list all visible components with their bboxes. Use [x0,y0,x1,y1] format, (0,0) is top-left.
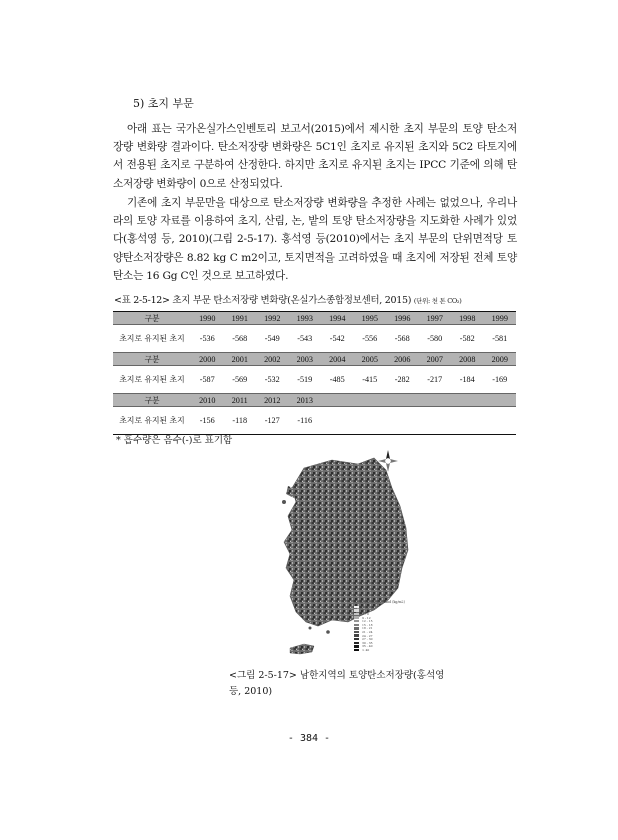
year-cell: 1999 [484,312,517,325]
page-number: - 384 - [287,733,331,744]
year-cell: 1996 [386,312,419,325]
legend-label: 24 - 27 [362,633,373,638]
header-label-cell: 구분 [113,312,191,325]
section-heading: 5) 초지 부문 [133,97,194,110]
value-cell: -156 [191,407,224,435]
row-label-cell: 초지로 유지된 초지 [113,325,191,353]
table-body [113,312,516,435]
value-cell [484,407,517,435]
year-cell: 2003 [289,353,322,366]
year-cell [451,394,484,407]
value-cell: -116 [289,407,322,435]
year-cell: 1997 [419,312,452,325]
legend-swatch [354,627,359,629]
value-cell: -415 [354,366,387,394]
year-cell: 2001 [224,353,257,366]
value-cell: -587 [191,366,224,394]
legend-swatch [354,613,359,615]
value-cell [451,407,484,435]
year-header-row [113,312,516,325]
value-cell: -184 [451,366,484,394]
paragraph-2: 기존에 초지 부문만을 대상으로 탄소저장량 변화량을 추정한 사례는 없었으나, 우리나라의 토양 자료를 이용하여 초지, 산림, 논, 밭의 토양 탄소저장량을 지도화한 사례가 있었다(홍석영 등, 2010)(그림 2-5-17). 홍석영 등(2010)에서는 초지 부문의 단위면적당 토양탄소저장량은 8.82 kg C m2이고, 토지면적을 고려하였을 때 초지에 저장된 전체 토양탄소는 16 Gg C인 것으로 보고하였다. [113,197,517,282]
value-cell: -532 [256,366,289,394]
value-cell: -581 [484,325,517,353]
table-caption [114,292,461,306]
value-cell: -519 [289,366,322,394]
legend-label: 6 - 9 [362,611,369,616]
year-header-row [113,394,516,407]
legend-label: 21 - 24 [362,629,373,634]
year-cell: 2006 [386,353,419,366]
legend-label: 35 - 40 [362,644,373,649]
row-label-cell: 초지로 유지된 초지 [113,407,191,435]
table-note: * 흡수량은 음수(-)로 표기함 [116,435,233,446]
table-caption-text: <표 2-5-12> 초지 부문 탄소저장량 변화량(온실가스종합정보센터, 2015) [114,295,412,306]
year-cell [484,394,517,407]
year-cell [354,394,387,407]
year-cell: 1992 [256,312,289,325]
legend-swatch [354,649,359,651]
value-cell [386,407,419,435]
map-legend [354,600,424,664]
value-cell: -536 [191,325,224,353]
value-cell: -568 [224,325,257,353]
legend-swatch [354,620,359,622]
value-cell: -217 [419,366,452,394]
legend-swatch [354,624,359,626]
year-cell: 1991 [224,312,257,325]
legend-item [354,648,424,652]
year-cell: 2013 [289,394,322,407]
year-cell: 2000 [191,353,224,366]
legend-swatch [354,634,359,636]
year-cell: 1990 [191,312,224,325]
paragraph-1: 아래 표는 국가온실가스인벤토리 보고서(2015)에서 제시한 초지 부문의 토양 탄소저장량 변화량 결과이다. 탄소저장량 변화량은 5C1인 초지로 유지된 초지와 5C2 타토지에서 전용된 초지로 구분하여 산정한다. 하지만 초지로 유지된 초지는 IPCC 기준에 의해 탄소저장량 변화량이 0으로 산정되었다. [113,123,517,190]
header-label-cell: 구분 [113,394,191,407]
value-cell: -549 [256,325,289,353]
year-cell: 2007 [419,353,452,366]
value-cell: -569 [224,366,257,394]
legend-swatch [354,645,359,647]
value-cell: -282 [386,366,419,394]
year-cell [419,394,452,407]
value-row [113,407,516,435]
year-cell: 2005 [354,353,387,366]
legend-swatch [354,642,359,644]
carbon-change-table [113,311,516,435]
figure-caption: <그림 2-5-17> 남한지역의 토양탄소저장량(홍석영 등, 2010) [229,670,445,697]
year-header-row [113,353,516,366]
value-cell: -582 [451,325,484,353]
year-cell: 1994 [321,312,354,325]
value-cell: -118 [224,407,257,435]
year-cell: 2004 [321,353,354,366]
legend-label: 12 - 15 [362,619,373,624]
legend-swatch [354,631,359,633]
legend-label: 3 - 6 [362,608,369,613]
year-cell: 2002 [256,353,289,366]
value-cell: -169 [484,366,517,394]
legend-swatch [354,606,359,608]
year-cell: 2010 [191,394,224,407]
value-cell: -568 [386,325,419,353]
value-cell: -580 [419,325,452,353]
year-cell: 1993 [289,312,322,325]
legend-label: > 40 [362,647,370,652]
legend-label: 30 - 35 [362,640,373,645]
legend-label: 9 - 12 [362,615,371,620]
north-arrow-icon [376,448,400,474]
legend-label: 15 - 18 [362,622,373,627]
legend-title: Carbon storage of land (kg/m2) [354,600,405,604]
value-cell: -556 [354,325,387,353]
value-cell [419,407,452,435]
value-cell [321,407,354,435]
legend-label: 0 - 3 [362,604,369,609]
year-cell: 1998 [451,312,484,325]
value-row [113,325,516,353]
table-unit: (단위: 천 톤 CO₂) [413,297,462,305]
year-cell [321,394,354,407]
value-cell [354,407,387,435]
value-row [113,366,516,394]
year-cell: 1995 [354,312,387,325]
legend-label: 18 - 21 [362,626,373,631]
year-cell: 2009 [484,353,517,366]
legend-label: 27 - 30 [362,637,373,642]
legend-items [354,605,424,652]
year-cell: 2011 [224,394,257,407]
value-cell: -542 [321,325,354,353]
legend-swatch [354,616,359,618]
value-cell: -543 [289,325,322,353]
year-cell [386,394,419,407]
value-cell: -127 [256,407,289,435]
legend-swatch [354,638,359,640]
year-cell: 2008 [451,353,484,366]
value-cell: -485 [321,366,354,394]
year-cell: 2012 [256,394,289,407]
legend-swatch [354,609,359,611]
header-label-cell: 구분 [113,353,191,366]
row-label-cell: 초지로 유지된 초지 [113,366,191,394]
